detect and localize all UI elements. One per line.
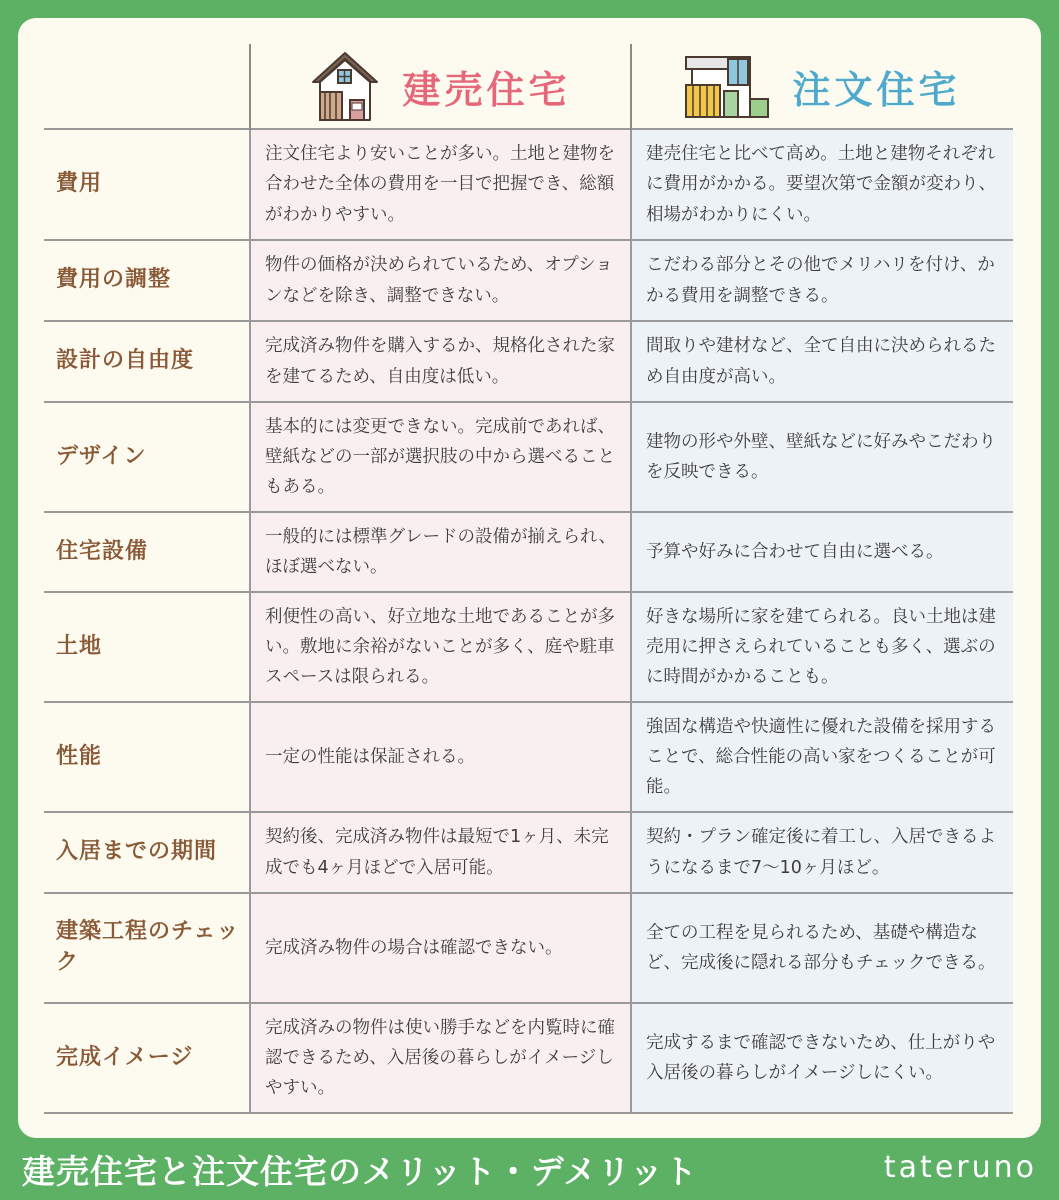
cell-chumon: 予算や好みに合わせて自由に選べる。 xyxy=(631,512,1013,592)
table-row xyxy=(44,702,1013,812)
comparison-card xyxy=(18,18,1041,1138)
house-icon xyxy=(310,50,380,122)
cell-tateuri: 基本的には変更できない。完成前であれば、壁紙などの一部が選択肢の中から選べることもある。 xyxy=(250,402,631,512)
row-label: 費用 xyxy=(44,129,250,240)
cell-tateuri: 契約後、完成済み物件は最短で1ヶ月、未完成でも4ヶ月ほどで入居可能。 xyxy=(250,812,631,893)
table-row xyxy=(44,893,1013,1003)
cell-chumon: 強固な構造や快適性に優れた設備を採用することで、総合性能の高い家をつくることが可能。 xyxy=(631,702,1013,812)
table-row xyxy=(44,402,1013,512)
table-row xyxy=(44,321,1013,402)
cell-chumon: 間取りや建材など、全て自由に決められるため自由度が高い。 xyxy=(631,321,1013,402)
cell-chumon: 全ての工程を見られるため、基礎や構造など、完成後に隠れる部分もチェックできる。 xyxy=(631,893,1013,1003)
col-b-title: 注文住宅 xyxy=(792,67,961,112)
header-col-b xyxy=(631,44,1013,129)
header-empty-cell xyxy=(44,44,250,129)
table-row xyxy=(44,592,1013,702)
brand-logo: tateruno xyxy=(883,1150,1037,1185)
cell-tateuri: 完成済み物件の場合は確認できない。 xyxy=(250,893,631,1003)
table-row xyxy=(44,1003,1013,1113)
cell-tateuri: 利便性の高い、好立地な土地であることが多い。敷地に余裕がないことが多く、庭や駐車スペースは限られる。 xyxy=(250,592,631,702)
row-label: 性能 xyxy=(44,702,250,812)
cell-tateuri: 完成済みの物件は使い勝手などを内覧時に確認できるため、入居後の暮らしがイメージしやすい。 xyxy=(250,1003,631,1113)
cell-chumon: 建売住宅と比べて高め。土地と建物それぞれに費用がかかる。要望次第で金額が変わり、相場がわかりにくい。 xyxy=(631,129,1013,240)
header-col-a xyxy=(250,44,631,129)
row-label: 建築工程のチェック xyxy=(44,893,250,1003)
cell-chumon: 建物の形や外壁、壁紙などに好みやこだわりを反映できる。 xyxy=(631,402,1013,512)
col-a-title: 建売住宅 xyxy=(402,67,571,112)
table-row xyxy=(44,129,1013,240)
cell-tateuri: 物件の価格が決められているため、オプションなどを除き、調整できない。 xyxy=(250,240,631,321)
row-label: 費用の調整 xyxy=(44,240,250,321)
cell-chumon: 好きな場所に家を建てられる。良い土地は建売用に押さえられていることも多く、選ぶのに時間がかかることも。 xyxy=(631,592,1013,702)
row-label: 住宅設備 xyxy=(44,512,250,592)
footer-title: 建売住宅と注文住宅のメリット・デメリット xyxy=(22,1152,699,1191)
table-row xyxy=(44,812,1013,893)
modern-house-icon xyxy=(684,53,770,119)
cell-chumon: 契約・プラン確定後に着工し、入居できるようになるまで7〜10ヶ月ほど。 xyxy=(631,812,1013,893)
comparison-table xyxy=(44,44,1013,1114)
row-label: デザイン xyxy=(44,402,250,512)
cell-chumon: 完成するまで確認できないため、仕上がりや入居後の暮らしがイメージしにくい。 xyxy=(631,1003,1013,1113)
cell-tateuri: 一定の性能は保証される。 xyxy=(250,702,631,812)
table-row xyxy=(44,512,1013,592)
row-label: 土地 xyxy=(44,592,250,702)
cell-chumon: こだわる部分とその他でメリハリを付け、かかる費用を調整できる。 xyxy=(631,240,1013,321)
cell-tateuri: 完成済み物件を購入するか、規格化された家を建てるため、自由度は低い。 xyxy=(250,321,631,402)
table-row xyxy=(44,240,1013,321)
row-label: 完成イメージ xyxy=(44,1003,250,1113)
row-label: 入居までの期間 xyxy=(44,812,250,893)
cell-tateuri: 注文住宅より安いことが多い。土地と建物を合わせた全体の費用を一目で把握でき、総額がわかりやすい。 xyxy=(250,129,631,240)
cell-tateuri: 一般的には標準グレードの設備が揃えられ、ほぼ選べない。 xyxy=(250,512,631,592)
row-label: 設計の自由度 xyxy=(44,321,250,402)
table-header-row xyxy=(44,44,1013,129)
